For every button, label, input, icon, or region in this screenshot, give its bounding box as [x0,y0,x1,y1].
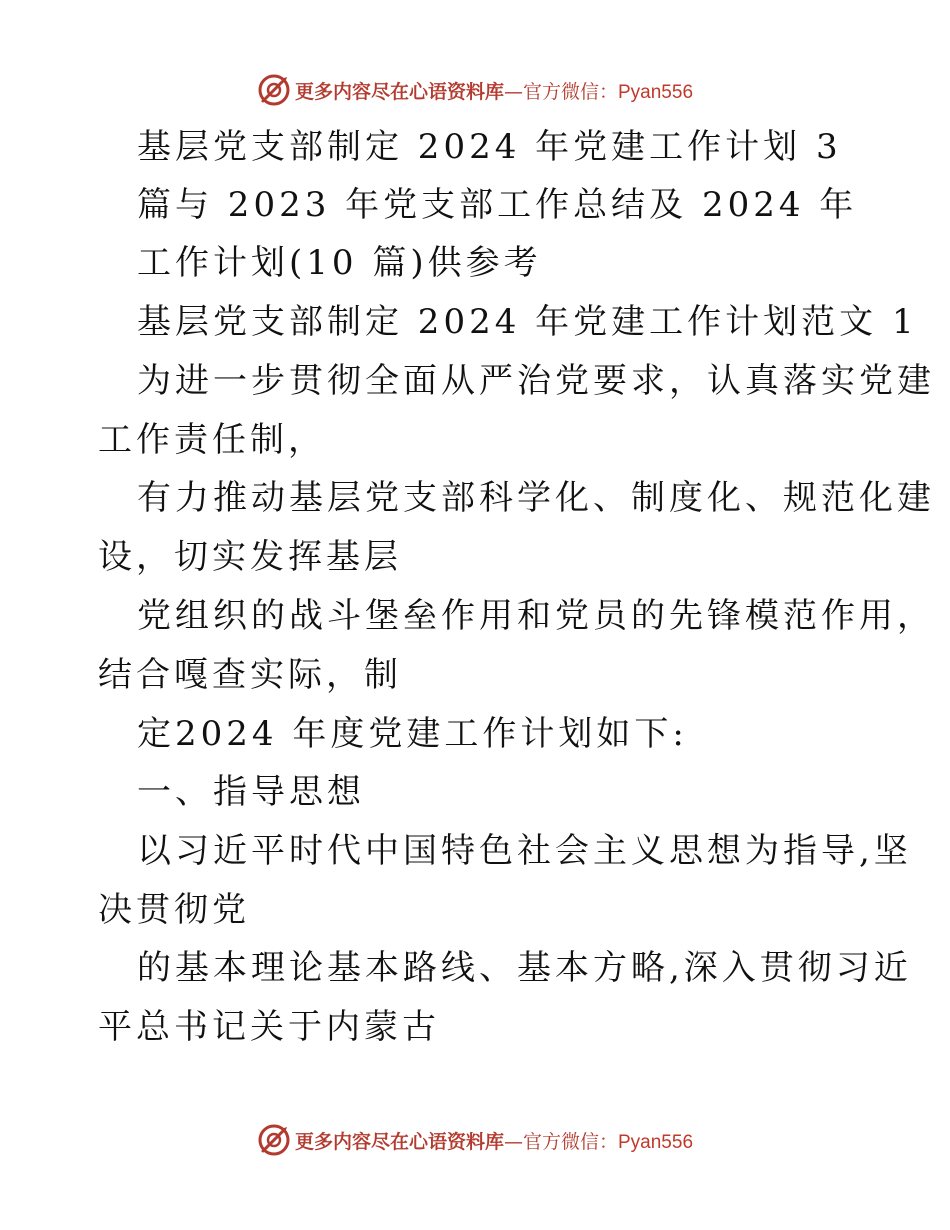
watermark-account: Pyan556 [618,81,694,103]
paragraph-line: 有力推动基层党支部科学化、制度化、规范化建 [137,478,935,518]
paragraph-line: 结合嘎查实际，制 [98,655,402,695]
section-heading: 一、指导思想 [137,772,365,812]
paragraph-line: 决贯彻党 [98,890,250,930]
watermark-separator: — [503,1130,523,1153]
watermark-account: Pyan556 [618,1131,694,1153]
brand-logo-icon [257,1123,291,1157]
title-line-2: 篇与 2023 年党支部工作总结及 2024 年 [137,185,858,225]
paragraph-line: 定2024 年度党建工作计划如下: [137,714,688,754]
paragraph-line: 平总书记关于内蒙古 [98,1007,440,1047]
watermark-brand: 更多内容尽在心语资料库 [294,80,504,103]
footer-watermark [0,1120,950,1160]
watermark-wechat-label: 官方微信： [522,1130,618,1153]
paragraph-line: 设，切实发挥基层 [98,537,402,577]
section-subtitle: 基层党支部制定 2024 年党建工作计划范文 1 [137,302,918,342]
paragraph-line: 为进一步贯彻全面从严治党要求，认真落实党建 [137,361,935,401]
title-line-1: 基层党支部制定 2024 年党建工作计划 3 [137,127,842,167]
watermark-wechat-label: 官方微信： [522,80,618,103]
watermark-separator: — [503,80,523,103]
watermark-text [295,1127,693,1154]
paragraph-line: 党组织的战斗堡垒作用和党员的先锋模范作用， [137,596,935,636]
paragraph-line: 工作责任制， [98,420,326,460]
paragraph-line: 的基本理论基本路线、基本方略,深入贯彻习近 [137,948,912,988]
watermark-brand: 更多内容尽在心语资料库 [294,1130,504,1153]
title-line-3: 工作计划(10 篇)供参考 [137,243,542,283]
paragraph-line: 以习近平时代中国特色社会主义思想为指导,坚 [137,831,912,871]
